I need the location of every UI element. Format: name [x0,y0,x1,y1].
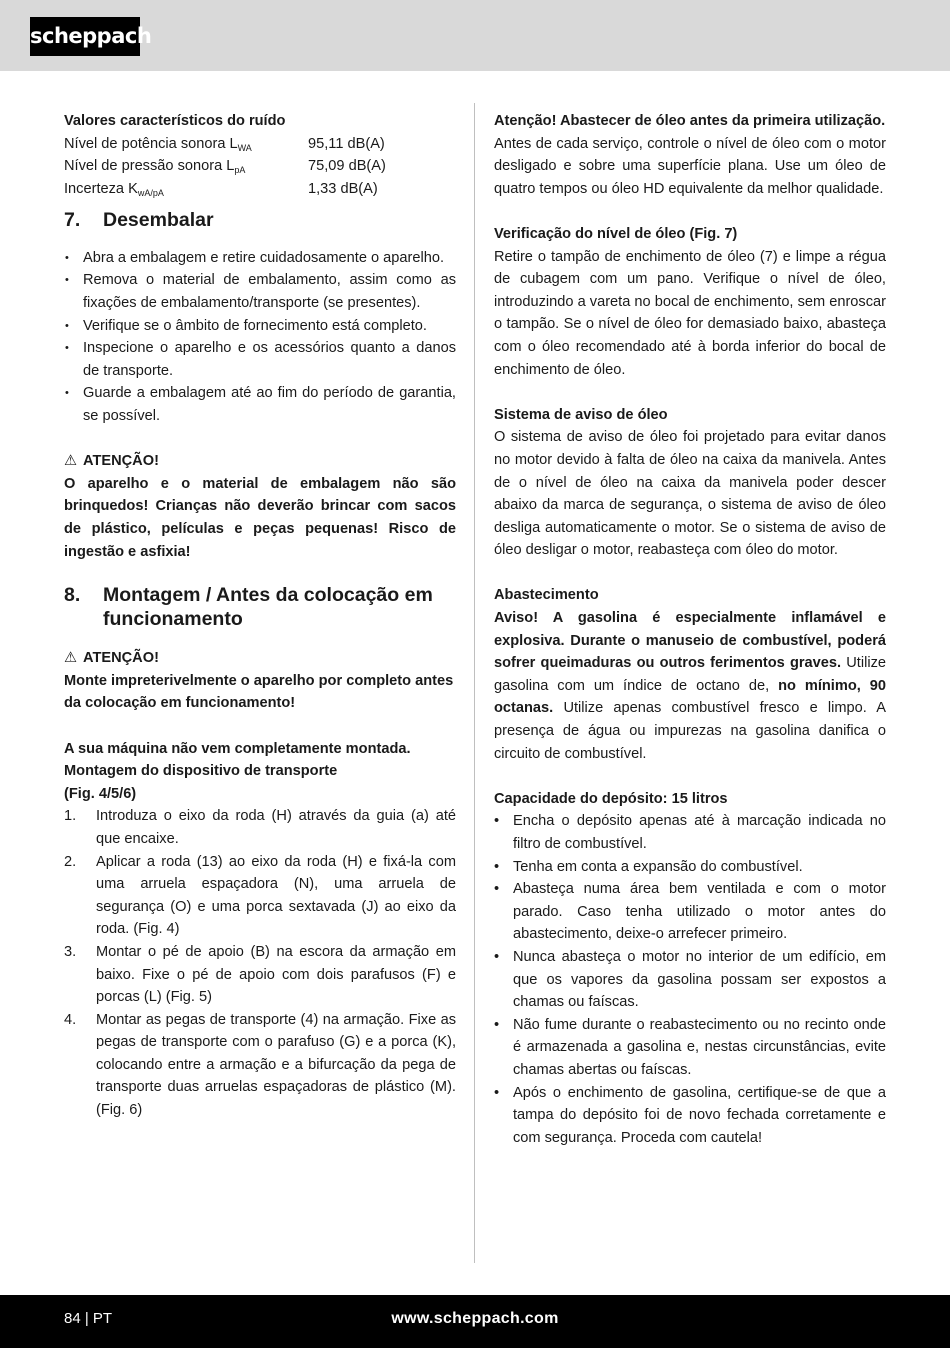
section-8-heading: 8. Montagem / Antes da colocação em funcionamento [64,584,433,630]
unpack-list [64,247,456,428]
list-item: • Não fume durante o reabastecimento ou no recinto onde é armazenada a gasolina e, nestas circunstâncias, evite chamas abertas ou faíscas. [494,1014,886,1082]
page-header [0,0,950,71]
list-item: • Inspecione o aparelho e os acessórios quanto a danos de transporte. [64,337,456,382]
list-item: • Encha o depósito apenas até à marcação indicada no filtro de combustível. [494,810,886,855]
warning-text: Monte impreterivelmente o aparelho por completo antes da colocação em funcionamento! [64,672,454,712]
column-divider [474,103,475,1263]
warning-triangle-icon: ⚠ [64,453,78,470]
transport-heading: Montagem do dispositivo de transporte (Fig. 4/5/6) [64,763,338,802]
tank-list [494,810,886,1149]
list-item: 1. Introduza o eixo da roda (H) através da guia (a) até que encaixe. [64,808,456,847]
list-item: • Remova o material de embalamento, assim como as fixações de embalamento/transporte (se presentes). [64,269,456,314]
warning-heading: ⚠ ATENÇÃO! [64,450,456,473]
warning-heading: ⚠ ATENÇÃO! [64,647,456,670]
oil-alert-text: O sistema de aviso de óleo foi projetado para evitar danos no motor devido à falta de óleo na caixa da manivela. Antes de o nível de óleo na caixa da manivela poder descer abaixo da marca de segurança, o sistema de aviso de óleo desliga automaticamente o motor. Se o sistema de aviso de óleo desligar o motor, reabasteça com óleo do motor. [494,429,886,559]
list-item: • Tenha em conta a expansão do combustível. [494,856,886,879]
noise-row-power: Nível de potência sonora $L_{WA}$ 95,11 dB(A) [64,135,385,153]
page-number: 84 | PT [64,1310,113,1327]
tank-heading: Capacidade do depósito: 15 litros [494,790,728,807]
list-item: • Após o enchimento de gasolina, certifique-se de que a tampa do depósito foi de novo fechada corretamente e com segurança. Proceda com cautela! [494,1082,886,1150]
oil-warning-text: Antes de cada serviço, controle o nível de óleo com o motor desligado e sobre uma superfície plana. Use um óleo de quatro tempos ou óleo HD equivalente da melhor qualidade. [494,135,886,197]
list-item: 2. Aplicar a roda (13) ao eixo da roda (H) e fixá-la com uma arruela espaçadora (N), uma arruela de segurança (O) e uma porca sextavada (J) ao eixo da roda. (Fig. 4) [64,853,456,938]
fuel-heading: Abastecimento [494,587,599,604]
noise-title: Valores característicos do ruído [64,113,286,129]
list-item: 3. Montar o pé de apoio (B) na escora da armação em baixo. Fixe o pé de apoio com dois parafusos (F) e porcas (L) (Fig. 5) [64,943,456,1006]
page-footer [0,1295,950,1348]
list-item: • Verifique se o âmbito de fornecimento está completo. [64,315,456,338]
oil-check-text: Retire o tampão de enchimento de óleo (7) e limpe a régua de cubagem com um pano. Verifique o nível de óleo, introduzindo a vareta no bocal de enchimento, sem enroscar o tampão. Se o nível de óleo for demasiado baixo, abasteça com o óleo recomendado até à borda inferior do bocal de enchimento de óleo. [494,248,886,378]
fuel-text: Aviso! A gasolina é especialmente inflamável e explosiva. Durante o manuseio de combustível, poderá sofrer queimaduras ou outros ferimentos graves. Utilize gasolina com um índice de octano de, no mínimo, 90 octanas. Utilize apenas combustível fresco e limpo. A presença de água ou impurezas na gasolina danifica o circuito de combustível. [494,610,886,762]
noise-row-uncertainty: Incerteza $K_{wA/pA}$ 1,33 dB(A) [64,180,378,198]
warning-triangle-icon: ⚠ [64,650,78,667]
list-item: • Abra a embalagem e retire cuidadosamente o aparelho. [64,247,456,270]
list-item: • Abasteça numa área bem ventilada e com o motor parado. Caso tenha utilizado o motor antes do abastecimento, deixe-o arrefecer primeiro. [494,878,886,946]
not-assembled-note: A sua máquina não vem completamente montada. [64,740,411,757]
noise-row-pressure: Nível de pressão sonora $L_{pA}$ 75,09 dB(A) [64,158,386,176]
scheppach-logo: scheppach [30,17,140,56]
oil-alert-heading: Sistema de aviso de óleo [494,406,668,423]
list-item: • Guarde a embalagem até ao fim do período de garantia, se possível. [64,382,456,427]
website-link[interactable]: www.scheppach.com [391,1310,559,1327]
oil-check-heading: Verificação do nível de óleo (Fig. 7) [494,225,738,242]
list-item: 4. Montar as pegas de transporte (4) na armação. Fixe as pegas de transporte com o parafuso (G) e a porca (K), colocando entre a armação e a bifurcação da pega de transporte duas arruelas espaçadoras de plástico (M). (Fig. 6) [64,1011,456,1119]
right-column [494,110,886,1149]
warning-text: O aparelho e o material de embalagem não são brinquedos! Crianças não deverão brincar com sacos de plástico, películas e peças pequenas! Risco de ingestão e asfixia! [64,475,456,560]
oil-warning-bold: Atenção! Abastecer de óleo antes da primeira utilização. [494,113,886,129]
assembly-steps [64,805,456,1121]
left-column [64,110,456,1122]
section-7-heading: 7. Desembalar [64,209,214,232]
list-item: • Nunca abasteça o motor no interior de um edifício, em que os vapores da gasolina possam ser expostos a chamas ou faíscas. [494,946,886,1014]
